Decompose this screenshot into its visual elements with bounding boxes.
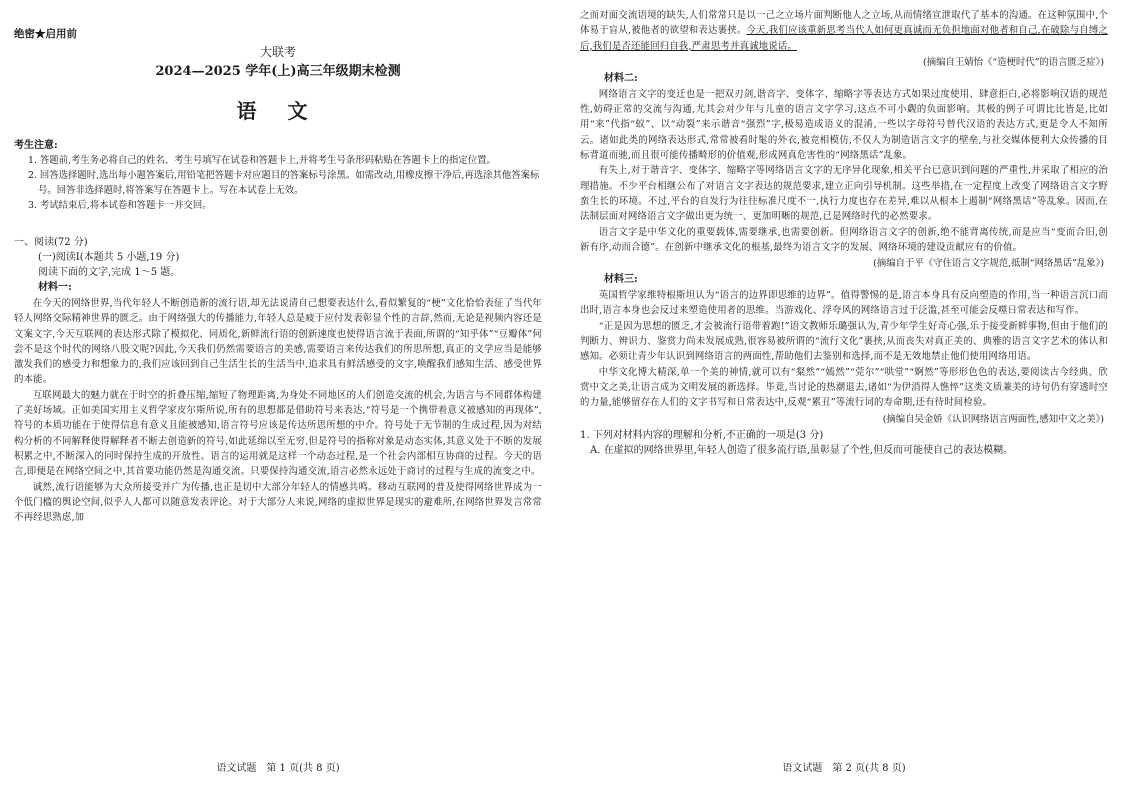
page-footer: 语文试题 第 1 页(共 8 页) <box>216 763 340 774</box>
page-footer: 语文试题 第 2 页(共 8 页) <box>782 763 906 774</box>
exam-name: 大联考 <box>259 45 296 59</box>
paragraph: 诚然,流行语能够为大众所接受并广为传播,也正是切中大部分年轻人的情感共鸣。移动互联网的普及使得网络世界成为一个低门槛的舆论空间,似乎人人都可以随意发表评论。对于大部分人来说,网络的虚拟世界是现实的避难所,在网络世界发言常常不再经思熟虑,加 <box>14 481 542 524</box>
continuation-text: 之而对面交流语境的缺失,人们常常只是以一己之立场片面判断他人之立场,从而情绪宣泄取代了基本的沟通。在这种氛围中,个体易于盲从,被他者的欲望和表达裹挟。 <box>580 10 1108 37</box>
paragraph: 在今天的网络世界,当代年轻人不断创造新的流行语,却无法说清自己想要表达什么,看似繁复的“梗”文化恰恰表征了当代年轻人网络交际精神世界的匮乏。由于网络强大的传播能力,年轻人总是疲于应付发表彰显个性的言辞,然而,无论是视频内容还是文案文字,今天互联网的表达形式除了模拟化、同质化,新鲜流行语的创新速度也使得语言流于表面,所谓的“知乎体”“豆瓣体”何尝不是这个时代的网络八股文呢?因此,今天我们仍然需要语言的美感,需要语言来传达我们的所思所想,真正的文学应当是能够激发我们的感受力和想象力的,我们应该回到自己生活生长的生活当中,追求具有鲜活感受的文字,唤醒我们感知生活、感受世界的本能。 <box>14 298 542 386</box>
paragraph: 中华文化博大精深,单一个美的神情,就可以有“粲然”“嫣然”“莞尔”“哄堂”“婀然”等形形色色的表达,要阅读古今经典、欣赏中文之美,让语言成为文明发展的新选择。毕竟,当讨论的热潮退去,诸如“为伊消得人憔悴”这类文质兼美的诗句仍有穿透时空的力量,能够留存在人们的文字书写和日常表达中,反观“累丑”等流行词的寿命期,还有待时间检验。 <box>580 366 1108 409</box>
subsection-heading: (一)阅读Ⅰ(本题共 5 小题,19 分) <box>38 252 180 263</box>
paragraph: 网络语言文字的变迁也是一把双刃剑,谐音字、变体字、缩略字等表达方式如果过度使用、肆意拒白,必将影响汉语的规范性,妨碍正常的交流与沟通,尤其会对少年与儿童的语言文字学习,这点不可小觑的负面影响。其极的例子可谓比比皆是,比如用“来”代指“蚁”、以“动裂”来示谐音“强烈”字,极易造成语义的混淆,一些以字母符号替代汉语的表达方式,更是令人不知所云。诸如此类的网络表达形式,常常被看时髦的外衣,被竞相模仿,不仅人为制造语言文字的壁垒,与社交媒体便利大众传播的目标背道而驰,而且很可能传播畸形的价值观,形成网真危害性的“网络黑话”乱象。 <box>580 88 1108 162</box>
paragraph: 互联网最大的魅力就在于时空的折叠压缩,缩短了物理距离,为身处不同地区的人们创造交流的机会,为语言与不同群体构建了美好场域。正如美国实用主义哲学家皮尔斯所说,所有的思想都是借助符号来表达,“符号是一个携带着意义被感知的再现体”,符号的本质功能在于使得信息有意义且能被感知,语言符号应该是传达所思所想的中介。符号处于无节制的生成过程,因为对结构分析的不同解释使得解释者不断去创造新的符号,如此延绵以至无穷,但是符号的指称对象是动态实体,其意义处于不断的发展积累之中,不断深入的同时保持生成的开放性。语言的运用就是这样一个动态过程,是一个社会内部相互协商的过程。今天的语言,即便是在网络空间之中,其首要功能仍然是沟通交流。只要保持沟通交流,语言必然永远处于商讨的过程与生成的流变之中。 <box>14 389 542 478</box>
subject-title: 语 文 <box>236 99 320 123</box>
notice-item: 1. 答题前,考生务必将自己的姓名、考生号填写在试卷和答题卡上,并将考生号条形码粘贴在答题卡上的指定位置。 <box>28 155 496 166</box>
paragraph: 有失上,对于谐音字、变体字、缩略字等网络语言文字的无序异化现象,相关平台已意识到问题的严重性,并采取了相应的治理措施。不少平台相继公布了对语言文字表达的规范要求,建立正向引导机制。这些举措,在一定程度上改变了网络语言文字野蛮生长的环境。不过,平台的自发行为往往标准尺度不一,执行力度也存在差异,难以从根本上遏制“网络黑话”等乱象。因而,在法制层面对网络语言文字做出更为统一、更加明晰的规范,已是网络时代的必然要求。 <box>580 165 1108 223</box>
paragraph: “正是因为思想的匮乏,才会被流行语带着跑!”语文教师乐璐强认为,青少年学生好奇心强,乐于接受新鲜事物,但由于他们的判断力、辨识力、鉴赏力尚未发展成熟,很容易被所谓的“流行文化”裹挟,从而丧失对真正美的、典雅的语言文字艺术的体认和感知。必须让青少年认识到网络语言的两面性,帮助他们去鉴别和选择,而不是无效地禁止他们使用网络用语。 <box>580 320 1108 363</box>
notice-item: 2. 回答选择题时,选出每小题答案后,用铅笔把答题卡对应题目的答案标号涂黑。如需改动,用橡皮擦干净后,再选涂其他答案标号。回答非选择题时,将答案写在答题卡上。写在本试卷上无效。 <box>28 170 540 196</box>
source-citation: (摘编自吴金娇《认识网络语言两面性,感知中文之美》) <box>882 413 1104 425</box>
question-1-option-a: A. 在虚拟的网络世界里,年轻人创造了很多流行语,虽彰显了个性,但反而可能使自己的表达模糊。 <box>590 444 1014 456</box>
source-citation: (摘编自于平《守住语言文字规范,抵制“网络黑话”乱象》) <box>873 258 1104 270</box>
source-citation: (摘编自王婧怡《“造梗时代”的语言匮乏症》) <box>923 56 1104 68</box>
exam-term: 2024—2025 学年(上)高三年级期末检测 <box>155 64 401 79</box>
underlined-sentence: 今天,我们应该重新思考当代人如何更真诚而无负担地面对他者和自己,在破除与自缚之后,我们是否还能回归自我,严肃思考并真诚地说话。 <box>580 25 1108 52</box>
reading-instruction: 阅读下面的文字,完成 1～5 题。 <box>38 267 181 278</box>
paragraph: 英国哲学家维特根斯坦认为“语言的边界即思维的边界”。值得警惕的是,语言本身具有反向塑造的作用,当一种语言沉口而出时,语言本身也会反过来塑造使用者的思维。当游戏化、浮夸风的网络语言过于泛滥,甚至可能会反噬日常表达和写作。 <box>580 290 1108 317</box>
section-heading: 一、阅读(72 分) <box>14 237 88 248</box>
paragraph-continuation <box>580 8 1108 54</box>
notice-item: 3. 考试结束后,将本试卷和答题卡一并交回。 <box>28 200 212 211</box>
question-1: 1. 下列对材料内容的理解和分析,不正确的一项是(3 分) <box>580 429 824 441</box>
material-2-label: 材料二: <box>604 72 638 84</box>
confidential-mark: 绝密★启用前 <box>14 28 77 40</box>
page-1 <box>0 0 556 794</box>
page-2 <box>566 0 1122 794</box>
notice-title: 考生注意: <box>14 140 58 151</box>
material-1-label: 材料一: <box>38 282 72 293</box>
paragraph: 语言文字是中华文化的重要载体,需要继承,也需要创新。但网络语言文字的创新,绝不能背离传统,而是应当“变而合旧,创新有序,动而合德”。在创新中继承文化的根基,最终为语言文字的发展、网络环境的建设贡献应有的价值。 <box>580 226 1108 253</box>
material-3-label: 材料三: <box>604 274 638 286</box>
